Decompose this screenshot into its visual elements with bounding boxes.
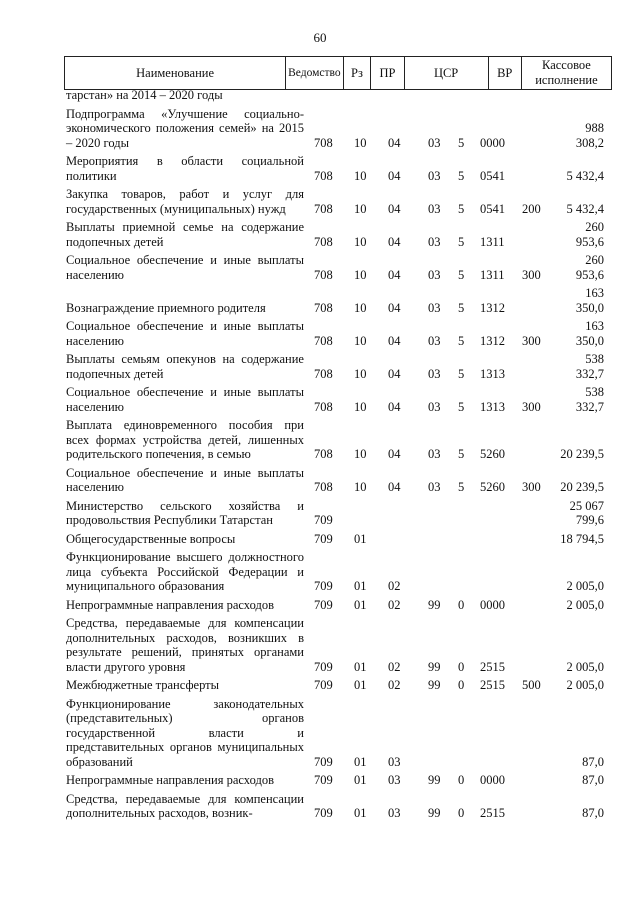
cell-ved: 708 (314, 267, 333, 282)
cell-c2: 5 (458, 267, 465, 282)
cell-c2: 0 (458, 773, 465, 787)
header-csr: ЦСР (404, 57, 488, 90)
cell-rz: 10 (354, 447, 367, 461)
page-number: 60 (313, 30, 327, 45)
cell-rz: 01 (354, 579, 367, 593)
cell-c1: 03 (428, 399, 441, 414)
cell-c3: 1313 (480, 366, 505, 381)
cell-c3: 1311 (480, 234, 505, 249)
cell-name: Средства, передаваемые для компенсации дополнительных расходов, возникших в результате решений, принятых органами власти другого уровня (66, 616, 304, 674)
cell-sum: 2 005,0 (566, 678, 604, 692)
table-row (66, 499, 610, 528)
cell-ved: 709 (314, 659, 333, 674)
cell-c2: 5 (458, 201, 465, 216)
cell-sum: 25 067 799,6 (569, 498, 604, 527)
table-row (66, 678, 610, 693)
cell-c1: 03 (428, 366, 441, 381)
cell-c3: 1312 (480, 300, 505, 315)
cell-rz: 01 (354, 659, 367, 674)
cell-vr: 300 (522, 399, 541, 414)
cell-sum: 20 239,5 (560, 447, 604, 461)
cell-pr: 02 (388, 597, 401, 612)
cell-sum: 988 308,2 (575, 121, 604, 150)
cell-c3: 2515 (480, 806, 505, 820)
cell-ved: 709 (314, 531, 333, 546)
cell-c2: 5 (458, 480, 465, 494)
cell-pr: 04 (388, 168, 401, 183)
cell-rz: 10 (354, 201, 367, 216)
cell-sum: 163 350,0 (575, 319, 604, 348)
cell-c2: 0 (458, 806, 465, 820)
table-row (66, 466, 610, 495)
cell-c1: 03 (428, 201, 441, 216)
cell-name: Выплата единовременного пособия при всех формах устройства детей, лишенных родительского попечения, в семью (66, 418, 304, 461)
cell-ved: 708 (314, 366, 333, 381)
cell-ved: 708 (314, 447, 333, 461)
cell-vr: 500 (522, 678, 541, 692)
cell-vr: 200 (522, 201, 541, 216)
cell-c3: 1312 (480, 333, 505, 348)
cell-rz: 01 (354, 754, 367, 769)
cell-c2: 5 (458, 447, 465, 461)
cell-ved: 709 (314, 513, 333, 527)
cell-c3: 5260 (480, 480, 505, 494)
cell-ved: 709 (314, 579, 333, 593)
cell-c2: 5 (458, 333, 465, 348)
cell-rz: 10 (354, 168, 367, 183)
header-sum: Кассовое исполнение (521, 57, 611, 90)
cell-c3: 0000 (480, 773, 505, 787)
cell-pr: 03 (388, 773, 401, 787)
cell-c2: 5 (458, 399, 465, 414)
cell-rz: 10 (354, 135, 367, 150)
cell-ved: 709 (314, 754, 333, 769)
cell-c2: 5 (458, 135, 465, 150)
cell-c2: 0 (458, 597, 465, 612)
cell-sum: 163 350,0 (575, 286, 604, 315)
cell-ved: 708 (314, 480, 333, 494)
cell-pr: 04 (388, 366, 401, 381)
cell-c1: 99 (428, 678, 441, 692)
table-row (66, 107, 610, 151)
cell-c1: 03 (428, 447, 441, 461)
cell-name: Функционирование законодательных (представительных) органов государственной власти и представительных органов муниципальных образований (66, 696, 304, 769)
cell-sum: 5 432,4 (566, 168, 604, 183)
cell-ved: 708 (314, 234, 333, 249)
table-row (66, 385, 610, 414)
cell-pr: 03 (388, 754, 401, 769)
cell-c3: 1313 (480, 399, 505, 414)
cell-sum: 538 332,7 (575, 385, 604, 414)
cell-pr: 02 (388, 678, 401, 692)
table-row (66, 319, 610, 348)
cell-name: Социальное обеспечение и иные выплаты населению (66, 319, 304, 348)
header-ved: Ведомство (286, 57, 344, 90)
cell-name: Общегосударственные вопросы (66, 531, 236, 546)
cell-rz: 01 (354, 806, 367, 820)
cell-sum: 2 005,0 (566, 597, 604, 612)
cell-sum: 87,0 (582, 754, 604, 769)
cell-name: Министерство сельского хозяйства и продовольствия Республики Татарстан (66, 498, 304, 527)
cell-c2: 5 (458, 300, 465, 315)
cell-c3: 2515 (480, 678, 505, 692)
cell-rz: 10 (354, 333, 367, 348)
cell-c1: 03 (428, 333, 441, 348)
cell-c1: 03 (428, 300, 441, 315)
cell-name: Социальное обеспечение и иные выплаты населению (66, 465, 304, 494)
cell-name: Подпрограмма «Улучшение социально-экономического положения семей» на 2015 – 2020 годы (66, 106, 304, 150)
cell-sum: 260 953,6 (575, 253, 604, 282)
cell-pr: 04 (388, 480, 401, 494)
cell-ved: 708 (314, 168, 333, 183)
cell-rz: 10 (354, 300, 367, 315)
cell-c3: 0541 (480, 168, 505, 183)
continuation-row (66, 88, 610, 103)
cell-rz: 01 (354, 678, 367, 692)
cell-sum: 87,0 (582, 806, 604, 820)
table-row (66, 220, 610, 249)
cell-vr: 300 (522, 267, 541, 282)
cell-c2: 5 (458, 168, 465, 183)
cell-pr: 04 (388, 201, 401, 216)
cell-pr: 04 (388, 333, 401, 348)
cell-name: Закупка товаров, работ и услуг для государственных (муниципальных) нужд (66, 187, 304, 216)
cell-c1: 03 (428, 135, 441, 150)
cell-name: Межбюджетные трансферты (66, 678, 220, 692)
table-row (66, 792, 610, 821)
cell-name: Социальное обеспечение и иные выплаты населению (66, 385, 304, 414)
cell-sum: 2 005,0 (566, 579, 604, 593)
table-row (66, 253, 610, 282)
cell-sum: 5 432,4 (566, 201, 604, 216)
cell-ved: 708 (314, 201, 333, 216)
table-row (66, 154, 610, 183)
cell-sum: 20 239,5 (560, 480, 604, 494)
table-row (66, 773, 610, 788)
cell-sum: 2 005,0 (566, 659, 604, 674)
cell-ved: 708 (314, 135, 333, 150)
cell-rz: 01 (354, 773, 367, 787)
header-name: Наименование (65, 57, 286, 90)
cell-vr: 300 (522, 480, 541, 494)
cell-c3: 0541 (480, 201, 505, 216)
cell-c1: 03 (428, 168, 441, 183)
cell-pr: 04 (388, 447, 401, 461)
cell-c3: 2515 (480, 659, 505, 674)
table-row (66, 187, 610, 216)
table-row (66, 598, 610, 613)
header-pr: ПР (371, 57, 404, 90)
cell-sum: 538 332,7 (575, 352, 604, 381)
cell-pr: 04 (388, 135, 401, 150)
cell-rz: 10 (354, 234, 367, 249)
table-row (66, 352, 610, 381)
cell-pr: 04 (388, 267, 401, 282)
cell-c2: 0 (458, 678, 465, 692)
cell-ved: 709 (314, 597, 333, 612)
cell-vr: 300 (522, 333, 541, 348)
table-row (66, 532, 610, 547)
cell-pr: 04 (388, 300, 401, 315)
cell-rz: 10 (354, 366, 367, 381)
cell-rz: 01 (354, 531, 367, 546)
cell-c2: 5 (458, 234, 465, 249)
cell-ved: 709 (314, 773, 333, 787)
table-row (66, 697, 610, 770)
cell-ved: 708 (314, 300, 333, 315)
cell-c3: 1311 (480, 267, 505, 282)
cell-ved: 708 (314, 333, 333, 348)
cell-c2: 5 (458, 366, 465, 381)
cell-c1: 03 (428, 480, 441, 494)
cell-name: Непрограммные направления расходов (66, 773, 274, 787)
cell-pr: 04 (388, 399, 401, 414)
cell-sum: 87,0 (582, 773, 604, 787)
continuation-text: тарстан» на 2014 – 2020 годы (66, 88, 223, 102)
cell-rz: 10 (354, 267, 367, 282)
table-row (66, 418, 610, 462)
cell-ved: 708 (314, 399, 333, 414)
cell-pr: 03 (388, 806, 401, 820)
cell-c1: 99 (428, 659, 441, 674)
cell-name: Средства, передаваемые для компенсации дополнительных расходов, возник- (66, 791, 304, 820)
cell-ved: 709 (314, 806, 333, 820)
cell-ved: 709 (314, 678, 333, 692)
table-row (66, 550, 610, 594)
cell-pr: 04 (388, 234, 401, 249)
cell-c1: 99 (428, 806, 441, 820)
cell-sum: 18 794,5 (560, 531, 604, 546)
cell-name: Функционирование высшего должностного лица субъекта Российской Федерации и муниципального образования (66, 550, 304, 593)
cell-rz: 10 (354, 480, 367, 494)
cell-c1: 99 (428, 597, 441, 612)
cell-c1: 03 (428, 234, 441, 249)
cell-rz: 01 (354, 597, 367, 612)
cell-pr: 02 (388, 579, 401, 593)
cell-name: Мероприятия в области социальной политики (66, 154, 304, 183)
cell-sum: 260 953,6 (575, 220, 604, 249)
table-row (66, 286, 610, 315)
cell-name: Вознаграждение приемного родителя (66, 300, 266, 315)
cell-rz: 10 (354, 399, 367, 414)
table-row (66, 616, 610, 674)
cell-name: Выплаты приемной семье на содержание подопечных детей (66, 220, 304, 249)
cell-c2: 0 (458, 659, 465, 674)
cell-name: Непрограммные направления расходов (66, 597, 274, 612)
cell-c3: 0000 (480, 597, 505, 612)
header-rz: Рз (343, 57, 371, 90)
table-body (66, 88, 610, 825)
header-vr: ВР (488, 57, 521, 90)
cell-c3: 0000 (480, 135, 505, 150)
cell-c1: 99 (428, 773, 441, 787)
cell-c3: 5260 (480, 447, 505, 461)
cell-pr: 02 (388, 659, 401, 674)
cell-name: Выплаты семьям опекунов на содержание подопечных детей (66, 352, 304, 381)
table-header (64, 56, 612, 90)
cell-name: Социальное обеспечение и иные выплаты населению (66, 253, 304, 282)
cell-c1: 03 (428, 267, 441, 282)
